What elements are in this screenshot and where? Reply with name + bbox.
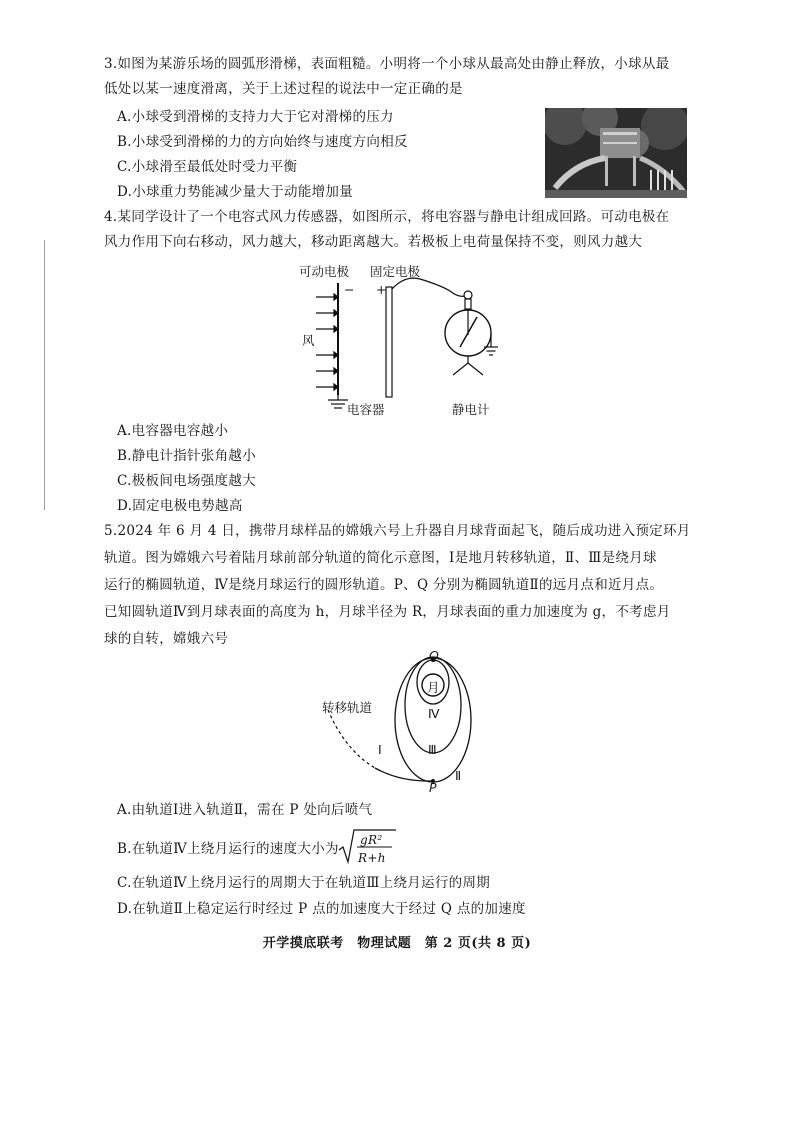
- page-footer: 开学摸底联考 物理试题 第 2 页(共 8 页): [262, 936, 532, 951]
- moon-label: 月: [427, 680, 440, 695]
- q5-stem-line1: 5.2024 年 6 月 4 日，携带月球样品的嫦娥六号上升器自月球背面起飞，随后成功进入预定环月: [104, 523, 691, 539]
- orbit-1-label: Ⅰ: [378, 742, 382, 757]
- q3-option-d: D.小球重力势能减少量大于动能增加量: [117, 184, 354, 200]
- q5-stem-line2: 轨道。图为嫦娥六号着陆月球前部分轨道的简化示意图，Ⅰ是地月转移轨道，Ⅱ、Ⅲ是绕月球: [104, 550, 657, 566]
- q4-option-c: C.极板间电场强度越大: [117, 473, 256, 489]
- slide-photo: [545, 108, 687, 198]
- q4-stem-line2: 风力作用下向右移动，风力越大，移动距离越大。若极板上电荷量保持不变，则风力越大: [104, 234, 643, 250]
- electrometer-label: 静电计: [452, 402, 490, 417]
- q3-option-b: B.小球受到滑梯的力的方向始终与速度方向相反: [117, 134, 408, 150]
- q5-option-c: C.在轨道Ⅳ上绕月运行的周期大于在轨道Ⅲ上绕月运行的周期: [117, 875, 491, 891]
- q5-option-b: B.在轨道Ⅳ上绕月运行的速度大小为: [117, 841, 339, 857]
- fixed-electrode-label: 固定电极: [370, 264, 421, 279]
- q3-option-c: C.小球滑至最低处时受力平衡: [117, 159, 298, 175]
- plus-sign: +: [376, 282, 387, 297]
- point-q-label: Q: [429, 648, 439, 663]
- orbit-2-label: Ⅱ: [455, 768, 462, 783]
- q3-option-a: A.小球受到滑梯的支持力大于它对滑梯的压力: [117, 109, 394, 125]
- option-b-denominator: R+h: [358, 851, 386, 865]
- q5-option-d: D.在轨道Ⅱ上稳定运行时经过 P 点的加速度大于经过 Q 点的加速度: [117, 901, 526, 917]
- wind-label: 风: [302, 333, 315, 348]
- orbit-4-label: Ⅳ: [428, 706, 440, 721]
- q5-option-a: A.由轨道Ⅰ进入轨道Ⅱ，需在 P 处向后喷气: [117, 802, 373, 818]
- minus-sign: −: [344, 282, 355, 297]
- option-b-numerator: gR²: [360, 833, 383, 847]
- q5-stem-line5: 球的自转，嫦娥六号: [104, 631, 229, 647]
- point-p-label: P: [429, 780, 437, 795]
- q4-option-b: B.静电计指针张角越小: [117, 448, 257, 464]
- transfer-orbit-label: 转移轨道: [322, 700, 373, 715]
- orbit-3-label: Ⅲ: [428, 742, 437, 757]
- capacitor-label: 电容器: [347, 402, 385, 417]
- q3-stem-line1: 3.如图为某游乐场的圆弧形滑梯，表面粗糙。小明将一个小球从最高处由静止释放，小球从最: [104, 56, 670, 72]
- q4-stem-line1: 4.某同学设计了一个电容式风力传感器，如图所示，将电容器与静电计组成回路。可动电极在: [104, 209, 670, 225]
- q5-stem-line3: 运行的椭圆轨道，Ⅳ是绕月球运行的圆形轨道。P、Q 分别为椭圆轨道Ⅱ的远月点和近月点。: [104, 577, 664, 593]
- q4-option-a: A.电容器电容越小: [117, 423, 229, 439]
- orbit-diagram: [320, 650, 520, 800]
- q5-stem-line4: 已知圆轨道Ⅳ到月球表面的高度为 h，月球半径为 R，月球表面的重力加速度为 g，不考虑月: [104, 604, 671, 620]
- movable-electrode-label: 可动电极: [299, 264, 350, 279]
- margin-rule: [44, 240, 45, 510]
- q3-stem-line2: 低处以某一速度滑离，关于上述过程的说法中一定正确的是: [104, 81, 463, 97]
- q4-option-d: D.固定电极电势越高: [117, 498, 243, 514]
